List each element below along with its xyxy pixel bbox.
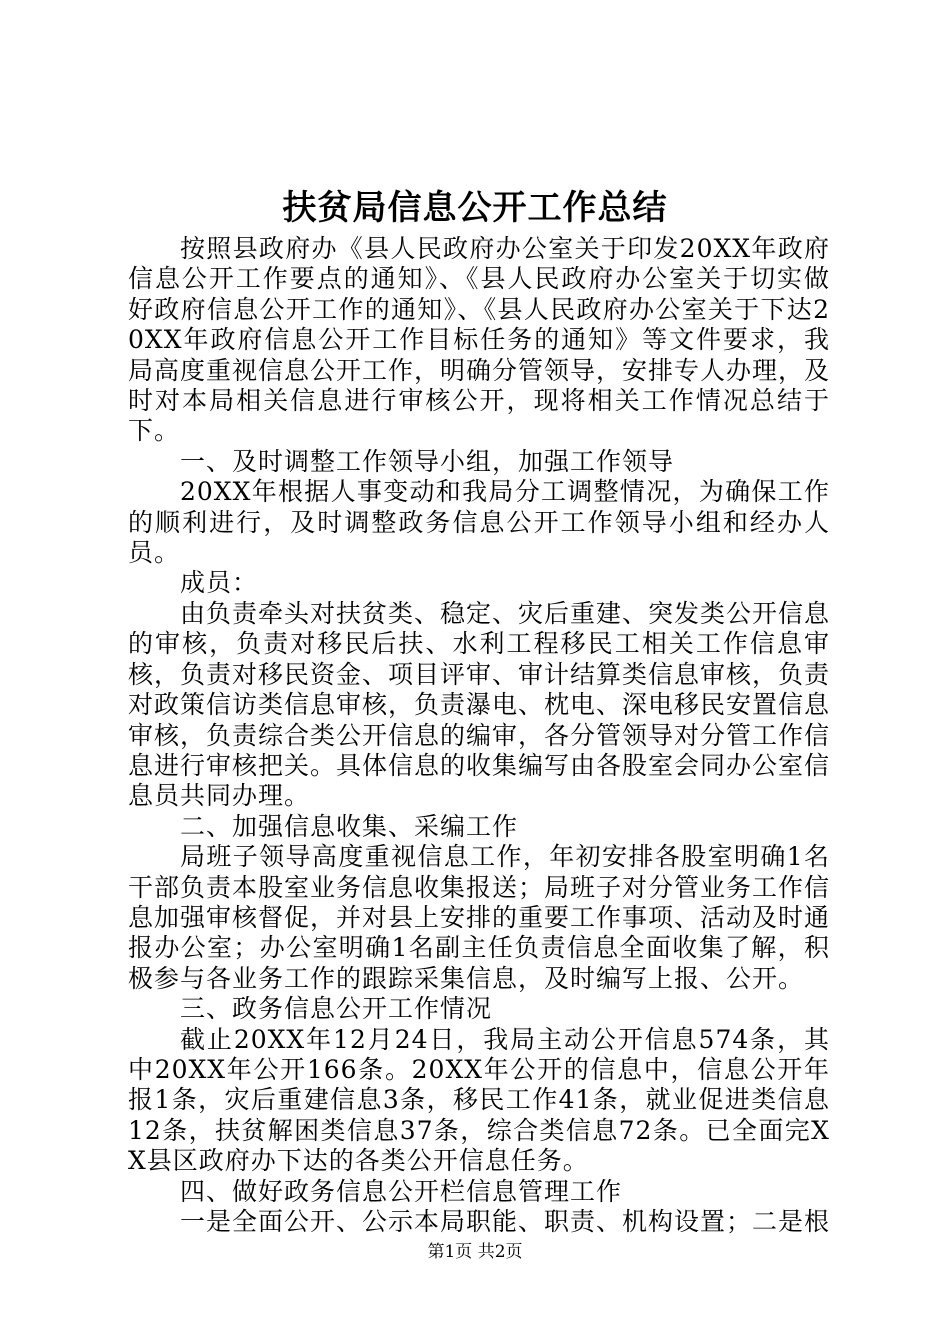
document-body (128, 234, 830, 1237)
section-2-paragraph: 局班子领导高度重视信息工作，年初安排各股室明确1名干部负责本股室业务信息收集报送；局班子对分管业务工作信息加强审核督促，并对县上安排的重要工作事项、活动及时通报办公室；办公室明确1名副主任负责信息全面收集了解，积极参与各业务工作的跟踪采集信息，及时编写上报、公开。 (128, 842, 831, 993)
section-heading-4: 四、做好政务信息公开栏信息管理工作 (180, 1176, 623, 1206)
section-heading-3: 三、政务信息公开工作情况 (180, 994, 493, 1024)
members-paragraph: 由负责牵头对扶贫类、稳定、灾后重建、突发类公开信息的审核，负责对移民后扶、水利工程移民工相关工作信息审核，负责对移民资金、项目评审、审计结算类信息审核，负责对政策信访类信息审核，负责瀑电、枕电、深电移民安置信息审核，负责综合类公开信息的编审，各分管领导对分管工作信息进行审核把关。具体信息的收集编写由各股室会同办公室信息员共同办理。 (128, 598, 831, 811)
members-label: 成员： (180, 568, 259, 598)
page-footer: 第1页 共2页 (427, 1242, 523, 1262)
document-title: 扶贫局信息公开工作总结 (282, 188, 668, 228)
section-heading-2: 二、加强信息收集、采编工作 (180, 811, 519, 841)
section-1-paragraph: 20XX年根据人事变动和我局分工调整情况，为确保工作的顺利进行，及时调整政务信息公开工作领导小组和经办人员。 (128, 477, 830, 568)
intro-paragraph: 按照县政府办《县人民政府办公室关于印发20XX年政府信息公开工作要点的通知》、《县人民政府办公室关于切实做好政府信息公开工作的通知》、《县人民政府办公室关于下达20XX年政府信息公开工作目标任务的通知》等文件要求，我局高度重视信息公开工作，明确分管领导，安排专人办理，及时对本局相关信息进行审核公开，现将相关工作情况总结于下。 (128, 234, 831, 446)
section-3-paragraph: 截止20XX年12月24日，我局主动公开信息574条，其中20XX年公开166条。20XX年公开的信息中，信息公开年报1条，灾后重建信息3条，移民工作41条，就业促进类信息12条，扶贫解困类信息37条，综合类信息72条。已全面完XX县区政府办下达的各类公开信息任务。 (128, 1024, 830, 1176)
section-4-paragraph: 一是全面公开、公示本局职能、职责、机构设置；二是根 (180, 1207, 831, 1236)
section-heading-1: 一、及时调整工作领导小组，加强工作领导 (180, 446, 675, 476)
